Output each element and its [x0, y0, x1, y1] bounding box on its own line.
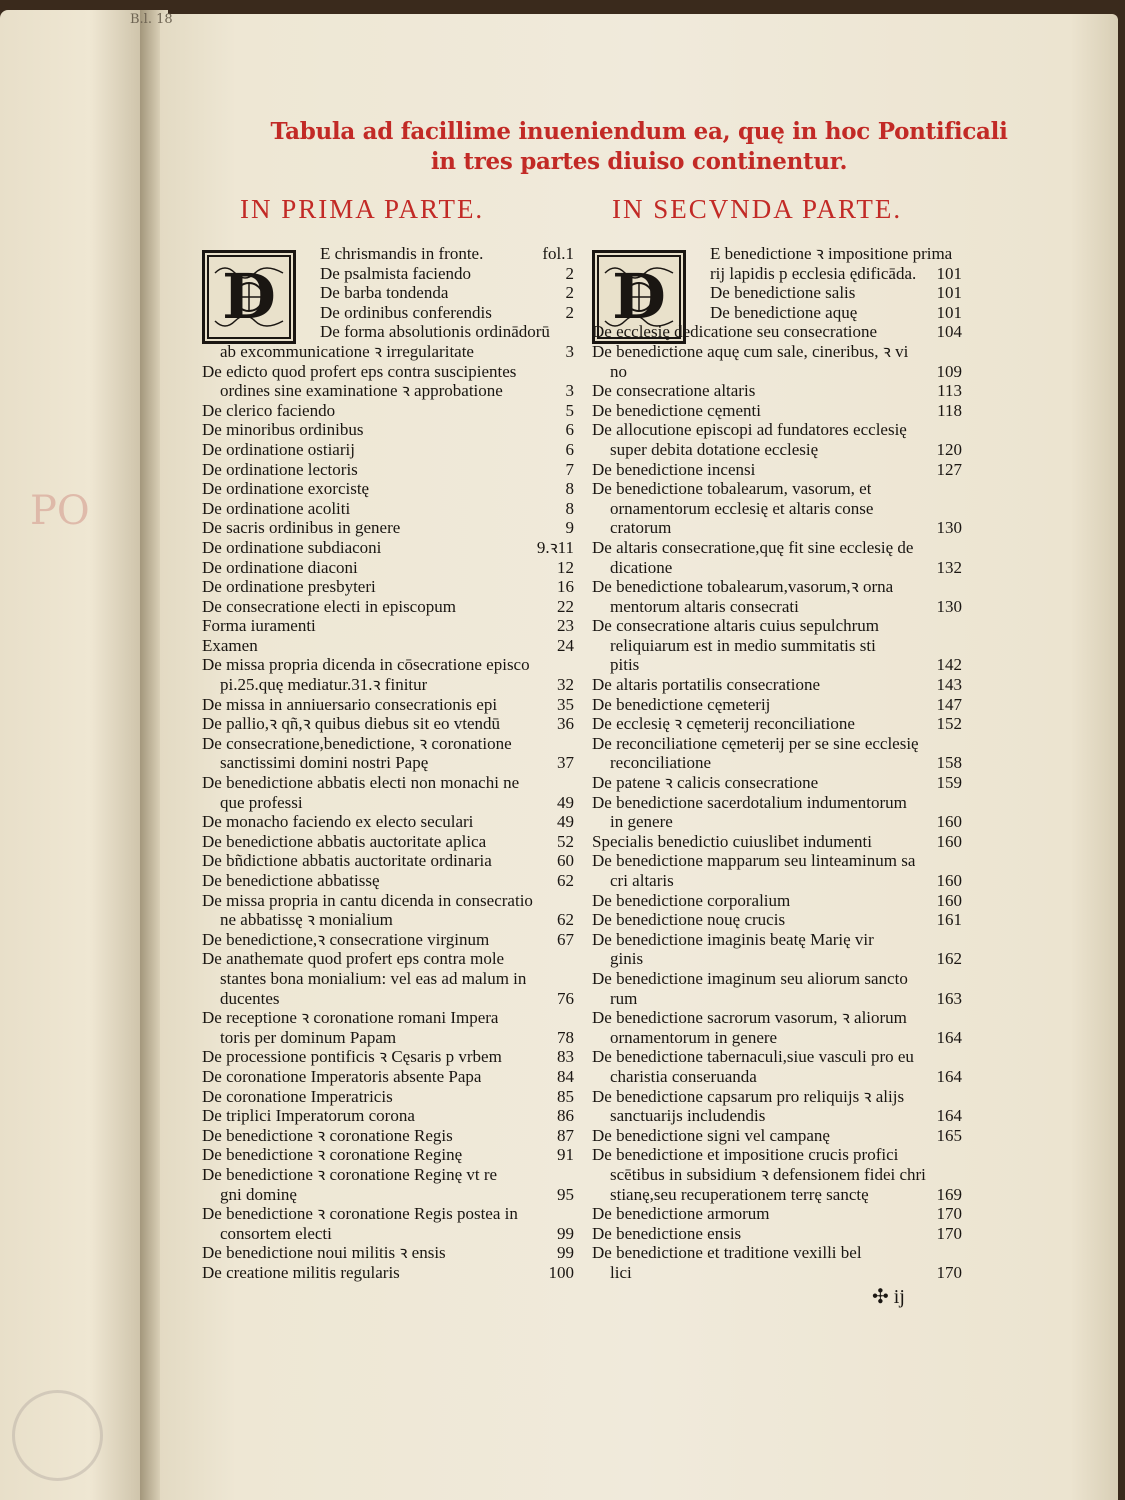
folio-number: 2 — [565, 263, 574, 283]
entry-text: De consecratione,benedictione, ꝛ coronatione — [202, 733, 512, 753]
entry-text: De creatione militis regularis — [202, 1262, 400, 1282]
folio-number: 127 — [936, 459, 962, 479]
initial-letter: D — [222, 260, 276, 334]
folio-number: 9 — [565, 518, 574, 538]
index-entry — [202, 832, 574, 852]
folio-number: 6 — [565, 439, 574, 459]
index-entry — [592, 734, 962, 773]
entry-text: De benedictione imaginis beatę Marię vir — [592, 929, 874, 949]
folio-number: 9.ꝛ11 — [536, 537, 574, 557]
entry-text: pitis — [610, 655, 640, 675]
entry-text: De benedictione ꝛ coronatione Regis — [202, 1125, 453, 1145]
folio-number: 6 — [565, 420, 574, 440]
entry-text: De ecclesię ꝛ cęmeterij reconciliatione — [592, 714, 855, 734]
folio-number: 120 — [936, 439, 962, 459]
entry-text: De processione pontificis ꝛ Cęsaris p vrbem — [202, 1047, 502, 1067]
folio-number: 147 — [936, 694, 962, 714]
signature-mark: ✣ ij — [872, 1286, 905, 1308]
index-entry — [592, 793, 962, 832]
folio-number: 49 — [557, 812, 574, 832]
entry-text: De benedictione ꝛ coronatione Reginę — [202, 1145, 463, 1165]
entry-text: De ordinatione diaconi — [202, 557, 358, 577]
entry-text: gni dominę — [220, 1184, 297, 1204]
index-entry — [202, 460, 574, 480]
right-section-title: IN SECVNDA PARTE. — [612, 194, 903, 224]
folio-number: 164 — [936, 1106, 962, 1126]
entry-text: no — [610, 361, 627, 381]
folio-number: 91 — [557, 1145, 574, 1165]
entry-text: sanctissimi domini nostri Papę — [220, 753, 429, 773]
folio-number: 84 — [557, 1066, 574, 1086]
entry-text: De allocutione episcopi ad fundatores ecclesię — [592, 420, 907, 440]
index-entry — [202, 362, 574, 401]
index-entry — [592, 303, 962, 323]
entry-text: reliquiarum est in medio summitatis sti — [610, 635, 876, 655]
entry-text: charistia conseruanda — [610, 1066, 757, 1086]
entry-text: stianę,seu recuperationem terrę sanctę — [610, 1184, 869, 1204]
entry-text: De coronatione Imperatricis — [202, 1086, 393, 1106]
folio-number: 163 — [936, 988, 962, 1008]
entry-text: De benedictione signi vel campanę — [592, 1125, 830, 1145]
index-entry — [592, 1008, 962, 1047]
folio-number: 95 — [557, 1184, 574, 1204]
entry-text: reconciliatione — [610, 753, 712, 773]
entry-text: De edicto quod profert eps contra suscipientes — [202, 361, 517, 381]
entry-text: scētibus in subsidium ꝛ defensionem fidei chri — [610, 1164, 926, 1184]
index-entry — [592, 930, 962, 969]
entry-text: De benedictione nouę crucis — [592, 910, 786, 930]
index-entry — [592, 1224, 962, 1244]
entry-text: De benedictione aquę cum sale, cineribus, ꝛ vi — [592, 341, 909, 361]
index-entry — [592, 1204, 962, 1224]
entry-text: De altaris consecratione,quę fit sine ecclesię de — [592, 537, 914, 557]
folio-number: 101 — [936, 263, 962, 283]
entry-text: De psalmista faciendo — [320, 263, 472, 283]
index-entry — [592, 283, 962, 303]
entry-text: De anathemate quod profert eps contra mole — [202, 949, 505, 969]
folio-number: 36 — [557, 714, 574, 734]
folio-number: 32 — [557, 675, 574, 695]
heading-line-2: in tres partes diuiso continentur. — [430, 148, 848, 175]
entry-text: De ordinatione lectoris — [202, 459, 358, 479]
index-entry — [202, 1106, 574, 1126]
index-entry — [592, 1145, 962, 1204]
index-entry — [202, 597, 574, 617]
entry-text: De ordinatione ostiarij — [202, 439, 355, 459]
index-entry — [592, 714, 962, 734]
index-entry — [202, 616, 574, 636]
entry-text: rum — [610, 988, 638, 1008]
entry-text: rij lapidis p ecclesia ędificāda. — [710, 263, 917, 283]
entry-text: in genere — [610, 812, 673, 832]
index-entry — [202, 499, 574, 519]
entry-text: ginis — [610, 949, 644, 969]
entry-text: que professi — [220, 792, 303, 812]
folio-number: 23 — [557, 616, 574, 636]
index-entry — [592, 460, 962, 480]
folio-number: 104 — [936, 322, 962, 342]
index-entry — [202, 1145, 574, 1165]
folio-number: 169 — [936, 1184, 962, 1204]
folio-number: 8 — [565, 498, 574, 518]
library-stamp — [12, 1390, 103, 1481]
folio-number: 118 — [937, 400, 962, 420]
entry-text: De forma absolutionis ordinādorū — [320, 322, 550, 342]
index-entry — [592, 1087, 962, 1126]
index-entry — [202, 891, 574, 930]
folio-number: 5 — [565, 400, 574, 420]
entry-text: ducentes — [220, 988, 280, 1008]
index-entry — [202, 1008, 574, 1047]
folio-number: 8 — [565, 479, 574, 499]
entry-text: De benedictione ꝛ coronatione Regis postea in — [202, 1204, 518, 1224]
entry-text: De benedictione tabernaculi,siue vasculi pro eu — [592, 1047, 914, 1067]
folio-number: 24 — [557, 635, 574, 655]
index-entry — [202, 871, 574, 891]
entry-text: De ordinatione exorcistę — [202, 479, 370, 499]
folio-number: 132 — [936, 557, 962, 577]
index-entry — [592, 616, 962, 675]
folio-number: 113 — [937, 381, 962, 401]
index-entry — [202, 518, 574, 538]
index-entry — [592, 1126, 962, 1146]
entry-text: De benedictione abbatis auctoritate aplica — [202, 831, 487, 851]
entry-text: Examen — [202, 635, 258, 655]
index-entry — [202, 303, 574, 323]
entry-text: lici — [610, 1262, 632, 1282]
entry-text: pi.25.quę mediatur.31.ꝛ finitur — [220, 675, 428, 695]
entry-text: consortem electi — [220, 1223, 332, 1243]
folio-number: 109 — [936, 361, 962, 381]
folio-number: 161 — [936, 910, 962, 930]
entry-text: De receptione ꝛ coronatione romani Impera — [202, 1008, 499, 1028]
entry-text: dicatione — [610, 557, 673, 577]
folio-number: 3 — [565, 381, 574, 401]
folio-number: 159 — [936, 773, 962, 793]
entry-text: De benedictione mapparum seu linteaminum sa — [592, 851, 916, 871]
entry-text: Specialis benedictio cuiuslibet indumenti — [592, 831, 872, 851]
index-entry — [202, 558, 574, 578]
entry-text: De clerico faciendo — [202, 400, 336, 420]
entry-text: De minoribus ordinibus — [202, 420, 364, 440]
entry-text: De ordinatione presbyteri — [202, 577, 376, 597]
entry-text: De consecratione altaris cuius sepulchrum — [592, 616, 880, 636]
entry-text: De ordinibus conferendis — [320, 302, 492, 322]
entry-text: De benedictione abbatis electi non monachi ne — [202, 773, 520, 793]
folio-number: 2 — [565, 302, 574, 322]
index-entry — [202, 655, 574, 694]
folio-number: 67 — [557, 929, 574, 949]
entry-text: sanctuarijs includendis — [610, 1106, 766, 1126]
folio-number: 100 — [548, 1262, 574, 1282]
entry-text: De benedictione sacerdotalium indumentorum — [592, 792, 907, 812]
index-entry — [202, 1263, 574, 1283]
index-entry — [202, 636, 574, 656]
index-entry — [592, 420, 962, 459]
entry-text: De benedictione abbatissę — [202, 871, 380, 890]
index-entry — [202, 695, 574, 715]
entry-text: De benedictione sacrorum vasorum, ꝛ aliorum — [592, 1008, 907, 1028]
left-section-title: IN PRIMA PARTE. — [240, 194, 485, 224]
folio-number: 60 — [557, 851, 574, 871]
folio-number: 170 — [936, 1262, 962, 1282]
entry-text: De ordinatione subdiaconi — [202, 537, 382, 557]
entry-text: De benedictione ꝛ coronatione Reginę vt re — [202, 1164, 498, 1184]
entry-text: De triplici Imperatorum corona — [202, 1106, 415, 1126]
index-entry — [202, 734, 574, 773]
folio-number: 152 — [936, 714, 962, 734]
entry-text: De benedictione imaginum seu aliorum sancto — [592, 968, 908, 988]
entry-text: De barba tondenda — [320, 283, 449, 303]
folio-number: 160 — [936, 812, 962, 832]
entry-text: E chrismandis in fronte. — [320, 244, 484, 263]
book-page — [130, 12, 1118, 1500]
entry-text: De benedictione tobalearum,vasorum,ꝛ orna — [592, 577, 894, 597]
folio-number: 62 — [557, 871, 574, 890]
index-entry — [592, 342, 962, 381]
index-entry — [202, 812, 574, 832]
show-through-red-text: PO — [30, 488, 90, 534]
entry-text: De benedictione incensi — [592, 459, 756, 479]
folio-number: 85 — [557, 1086, 574, 1106]
entry-text: ornamentorum ecclesię et altaris conse — [610, 498, 874, 518]
index-entry — [202, 420, 574, 440]
folio-number: 78 — [557, 1027, 574, 1047]
folio-number: 7 — [565, 459, 574, 479]
folio-number: 164 — [936, 1066, 962, 1086]
index-entry — [202, 479, 574, 499]
folio-number: 101 — [936, 302, 962, 322]
entry-text: De benedictione et impositione crucis profici — [592, 1145, 899, 1165]
index-entry — [202, 440, 574, 460]
entry-text: De patene ꝛ calicis consecratione — [592, 773, 819, 793]
folio-number: 158 — [936, 753, 962, 773]
index-entry — [592, 1047, 962, 1086]
entry-text: Forma iuramenti — [202, 616, 316, 636]
folio-number: 99 — [557, 1223, 574, 1243]
folio-number: 35 — [557, 694, 574, 714]
entry-text: ornamentorum in genere — [610, 1027, 778, 1047]
index-entry — [592, 322, 962, 342]
index-entry — [592, 538, 962, 577]
index-entry — [202, 949, 574, 1008]
folio-number: 170 — [936, 1204, 962, 1224]
index-entry — [592, 401, 962, 421]
entry-text: De coronatione Imperatoris absente Papa — [202, 1066, 482, 1086]
folio-number: 164 — [936, 1027, 962, 1047]
index-entry — [592, 969, 962, 1008]
folio-number: 143 — [936, 675, 962, 695]
folio-number: 3 — [565, 341, 574, 361]
index-entry — [202, 538, 574, 558]
folio-number: 162 — [936, 949, 962, 969]
entry-text: cri altaris — [610, 871, 674, 890]
folio-number: 22 — [557, 596, 574, 616]
entry-text: De benedictione armorum — [592, 1204, 770, 1224]
entry-text: De ecclesię dedicatione seu consecratione — [592, 322, 878, 342]
entry-text: De consecratione electi in episcopum — [202, 596, 456, 616]
folio-number: 86 — [557, 1106, 574, 1126]
entry-text: De benedictione ensis — [592, 1223, 742, 1243]
index-entry — [202, 1204, 574, 1243]
folio-number: 76 — [557, 988, 574, 1008]
entry-text: De pallio,ꝛ qñ,ꝛ quibus diebus sit eo vtendū — [202, 714, 501, 734]
entry-text: De benedictione corporalium — [592, 890, 791, 910]
folio-number: 16 — [557, 577, 574, 597]
entry-text: De benedictione tobalearum, vasorum, et — [592, 479, 872, 499]
index-entry — [202, 1126, 574, 1146]
entry-text: De ordinatione acoliti — [202, 498, 351, 518]
folio-number: 87 — [557, 1125, 574, 1145]
index-entry — [202, 577, 574, 597]
index-entry — [202, 264, 574, 284]
entry-text: De sacris ordinibus in genere — [202, 518, 401, 538]
index-entry — [202, 714, 574, 734]
index-entry — [592, 773, 962, 793]
folio-number: 142 — [936, 655, 962, 675]
folio-number: fol.1 — [542, 244, 574, 263]
initial-letter: D — [612, 260, 666, 334]
folio-number: 130 — [936, 518, 962, 538]
folio-number: 170 — [936, 1223, 962, 1243]
entry-text: mentorum altaris consecrati — [610, 596, 799, 616]
folio-number: 101 — [936, 283, 962, 303]
entry-text: De benedictione,ꝛ consecratione virginum — [202, 929, 490, 949]
entry-text: cratorum — [610, 518, 672, 538]
index-entry — [592, 695, 962, 715]
folio-number: 83 — [557, 1047, 574, 1067]
folio-number: 49 — [557, 792, 574, 812]
folio-number: 160 — [936, 831, 962, 851]
entry-text: De bñdictione abbatis auctoritate ordinaria — [202, 851, 492, 871]
index-entry — [202, 1067, 574, 1087]
folio-number: 160 — [936, 890, 962, 910]
index-entry — [202, 930, 574, 950]
entry-text: De benedictione noui militis ꝛ ensis — [202, 1243, 446, 1263]
entry-text: ne abbatissę ꝛ monialium — [220, 910, 393, 930]
entry-text: De missa in anniuersario consecrationis epi — [202, 694, 498, 714]
index-entry — [202, 401, 574, 421]
folio-number: 99 — [557, 1243, 574, 1263]
entry-text: stantes bona monialium: vel eas ad malum in — [220, 968, 527, 988]
entry-text: De consecratione altaris — [592, 381, 756, 401]
entry-text: De reconciliatione cęmeterij per se sine ecclesię — [592, 733, 919, 753]
entry-text: De benedictione salis — [710, 283, 856, 303]
facing-page — [0, 10, 150, 1500]
left-index-column — [202, 244, 574, 1282]
entry-text: toris per dominum Papam — [220, 1027, 397, 1047]
index-entry — [202, 1243, 574, 1263]
entry-text: E benedictione ꝛ impositione prima — [710, 244, 953, 263]
index-entry — [592, 851, 962, 890]
folio-number: 12 — [557, 557, 574, 577]
index-entry — [592, 675, 962, 695]
index-entry — [592, 381, 962, 401]
folio-number: 52 — [557, 831, 574, 851]
folio-number: 165 — [936, 1125, 962, 1145]
heading-line-1: Tabula ad facillime inueniendum ea, quę in hoc Pontificali — [270, 118, 1008, 145]
entry-text: De missa propria in cantu dicenda in consecratio — [202, 890, 533, 910]
index-entry — [592, 891, 962, 911]
index-entry — [592, 577, 962, 616]
folio-number: 37 — [557, 753, 574, 773]
entry-text: De benedictione cęmeterij — [592, 694, 771, 714]
index-entry — [202, 322, 574, 361]
folio-number: 160 — [936, 871, 962, 890]
entry-text: super debita dotatione ecclesię — [610, 439, 819, 459]
right-index-column — [592, 244, 962, 1282]
index-entry — [202, 1087, 574, 1107]
index-entry — [202, 1165, 574, 1204]
entry-text: De monacho faciendo ex electo seculari — [202, 812, 474, 832]
pencil-mark: B.l. 18 — [130, 12, 173, 27]
entry-text: De benedictione aquę — [710, 302, 858, 322]
entry-text: De benedictione capsarum pro reliquijs ꝛ alijs — [592, 1086, 905, 1106]
index-entry — [202, 773, 574, 812]
index-entry — [592, 479, 962, 538]
index-entry — [592, 832, 962, 852]
index-entry — [202, 851, 574, 871]
index-entry — [592, 910, 962, 930]
folio-number: 62 — [557, 910, 574, 930]
entry-text: ab excommunicatione ꝛ irregularitate — [220, 341, 474, 361]
index-entry — [202, 283, 574, 303]
entry-text: De altaris portatilis consecratione — [592, 675, 820, 695]
index-entry — [202, 1047, 574, 1067]
folio-number: 130 — [936, 596, 962, 616]
entry-text: De benedictione cęmenti — [592, 400, 761, 420]
entry-text: De benedictione et traditione vexilli bel — [592, 1243, 862, 1263]
folio-number: 2 — [565, 283, 574, 303]
index-entry — [592, 1243, 962, 1282]
entry-text: De missa propria dicenda in cōsecratione episco — [202, 655, 530, 675]
entry-text: ordines sine examinatione ꝛ approbatione — [220, 381, 503, 401]
